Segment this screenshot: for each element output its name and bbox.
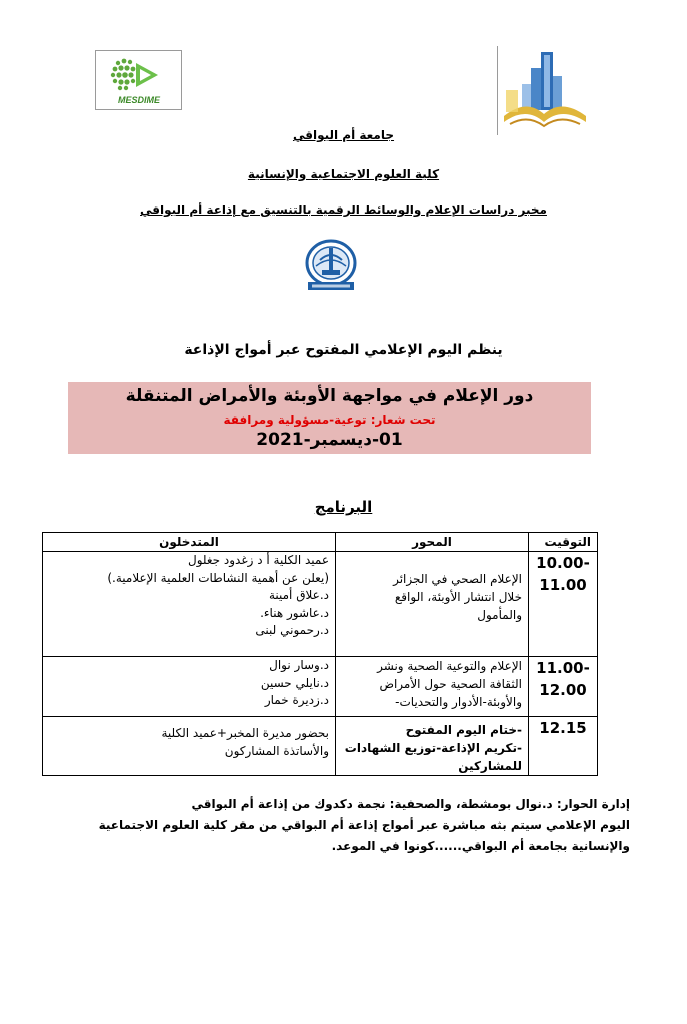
- row-axis: [336, 657, 529, 717]
- axis-line: -ختام اليوم المفتوح: [405, 723, 522, 737]
- footer-closing-line: والإنسانية بجامعة أم البواقي......كونوا في الموعد.: [331, 839, 630, 853]
- time-end: 11.00: [539, 576, 587, 594]
- row-time: [529, 552, 598, 657]
- speaker-line: عميد الكلية أ د زغدود جغلول: [187, 553, 329, 567]
- program-title: البرنامج: [314, 498, 373, 516]
- table-row: [43, 657, 598, 717]
- radio-station-seal: [300, 238, 362, 293]
- time-start: -11.00: [536, 659, 590, 677]
- speaker-line: د.زديرة خمار: [264, 693, 329, 707]
- axis-line: الإعلام والتوعية الصحية ونشر: [377, 659, 522, 673]
- row-speakers: [43, 717, 336, 776]
- row-axis: [336, 552, 529, 657]
- organize-announcement: ينظم اليوم الإعلامي المفتوح عبر أمواج الإذاعة: [184, 342, 503, 358]
- program-table: [42, 532, 598, 776]
- row-axis: [336, 717, 529, 776]
- lab-name: مخبر دراسات الإعلام والوسائط الرقمية بالتنسيق مع إذاعة أم البواقي: [140, 203, 547, 217]
- header-axis: المحور: [336, 533, 529, 552]
- speaker-line: د.نايلي حسين: [260, 675, 329, 690]
- faculty-building-icon: [498, 46, 593, 135]
- table-row: [43, 717, 598, 776]
- radio-seal-icon: [300, 238, 362, 293]
- mesdime-logo-text: MESDIME: [117, 95, 161, 105]
- row-time: [529, 657, 598, 717]
- axis-line: للمشاركين: [458, 759, 522, 773]
- speaker-line: (يعلن عن أهمية النشاطات العلمية الإعلامية.): [107, 570, 329, 585]
- axis-line: خلال انتشار الأوبئة، الواقع: [394, 590, 522, 604]
- table-header-row: [43, 533, 598, 552]
- speaker-line: د.وسار نوال: [269, 658, 329, 672]
- header-speakers: المتدخلون: [43, 533, 336, 552]
- time-single: 12.15: [539, 719, 587, 737]
- row-speakers: [43, 552, 336, 657]
- axis-line: والأوبئة-الأدوار والتحديات-: [395, 695, 522, 709]
- faculty-logo: [497, 46, 592, 135]
- mesdime-logo-mark: [96, 51, 183, 111]
- footer-broadcast-line: اليوم الإعلامي سيتم بثه مباشرة عبر أمواج إذاعة أم البواقي من مقر كلية العلوم الاجتماعية: [98, 818, 630, 832]
- speaker-line: والأساتذة المشاركون: [224, 743, 329, 758]
- speaker-line: بحضور مديرة المخبر+عميد الكلية: [161, 726, 329, 740]
- speaker-line: د.رحموني لبنى: [255, 623, 329, 637]
- university-name: جامعة أم البواقي: [292, 128, 395, 142]
- row-time: [529, 717, 598, 776]
- mesdime-logo: [95, 50, 182, 110]
- footer-moderation-line: إدارة الحوار: د.نوال بومشطة، والصحفية: نجمة دكدوك من إذاعة أم البواقي: [191, 797, 630, 811]
- axis-line: الثقافة الصحية حول الأمراض: [379, 677, 522, 691]
- footer-notes: [60, 794, 630, 857]
- axis-line: والمأمول: [477, 608, 522, 622]
- event-date: 01-ديسمبر-2021: [256, 430, 403, 450]
- header-time: التوقيت: [529, 533, 598, 552]
- axis-line: -تكريم الإذاعة-توزيع الشهادات: [344, 741, 522, 755]
- event-title: دور الإعلام في مواجهة الأوبئة والأمراض المتنقلة: [125, 386, 534, 406]
- axis-line: الإعلام الصحي في الجزائر: [393, 572, 522, 586]
- event-slogan: تحت شعار: توعية-مسؤولية ومرافقة: [223, 413, 436, 427]
- row-speakers: [43, 657, 336, 717]
- table-row: [43, 552, 598, 657]
- faculty-name: كلية العلوم الاجتماعية والإنسانية: [247, 167, 440, 181]
- time-start: -10.00: [536, 554, 590, 572]
- event-banner: [68, 382, 591, 454]
- time-end: 12.00: [539, 681, 587, 699]
- speaker-line: د.علاق أمينة: [268, 588, 329, 602]
- speaker-line: د.عاشور هناء.: [260, 605, 329, 620]
